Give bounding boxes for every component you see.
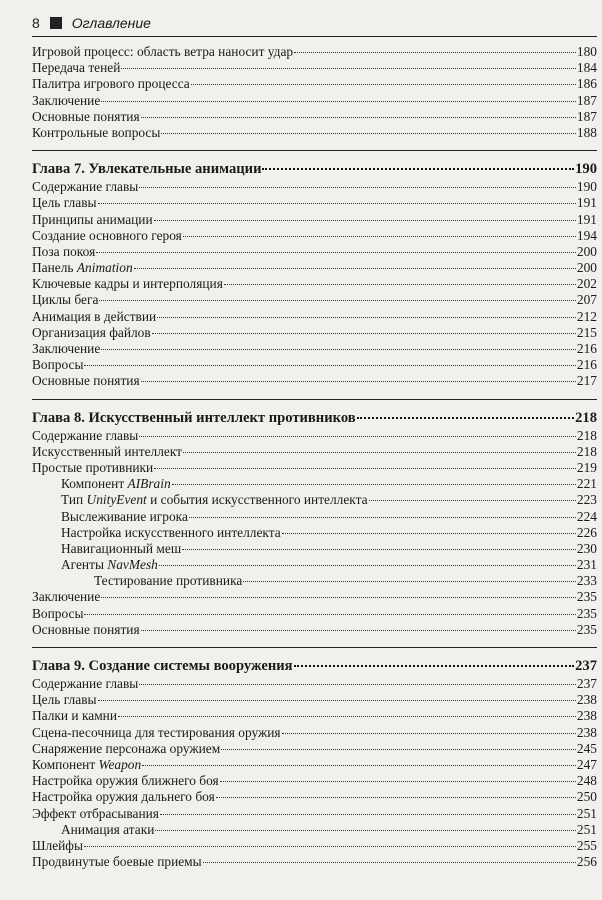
chapter-heading: Глава 8. Искусственный интеллект противников 218 <box>32 409 597 426</box>
toc-entry: Вопросы 235 <box>32 605 597 621</box>
section-divider <box>32 390 597 400</box>
toc-entry: Сцена-песочница для тестирования оружия 238 <box>32 724 597 740</box>
toc-entry: Заключение 216 <box>32 341 597 356</box>
toc-entry: Анимация атаки 251 <box>61 821 597 837</box>
toc-entry: Настройка оружия ближнего боя 248 <box>32 773 597 789</box>
toc-entry: Организация файлов 215 <box>32 324 597 340</box>
page-number: 8 <box>32 15 40 31</box>
toc-entry: Палитра игрового процесса 186 <box>32 76 597 92</box>
toc-entry: Циклы бега 207 <box>32 292 597 308</box>
chapter-heading: Глава 7. Увлекательные анимации 190 <box>32 161 597 178</box>
toc-entry: Навигационный меш 230 <box>61 540 597 556</box>
toc-entry: Содержание главы 218 <box>32 427 597 443</box>
toc-entry: Игровой процесс: область ветра наносит удар 180 <box>32 44 597 59</box>
toc-entry: Ключевые кадры и интерполяция 202 <box>32 276 597 292</box>
toc-entry: Выслеживание игрока 224 <box>61 508 597 524</box>
running-header <box>32 10 597 37</box>
toc-entry: Поза покоя 200 <box>32 243 597 259</box>
toc-entry: Заключение 187 <box>32 92 597 108</box>
toc-entry: Компонент AIBrain 221 <box>61 476 597 492</box>
toc-entry: Тестирование противника 233 <box>94 573 597 589</box>
toc-entry: Заключение 235 <box>32 589 597 605</box>
toc-entry: Простые противники 219 <box>32 459 597 475</box>
section-divider <box>32 141 597 151</box>
toc-entry: Передача теней 184 <box>32 60 597 76</box>
toc-entry: Вопросы 216 <box>32 357 597 373</box>
toc-entry: Тип UnityEvent и события искусственного интеллекта 223 <box>61 492 597 508</box>
toc-entry: Снаряжение персонажа оружием 245 <box>32 740 597 756</box>
toc-entry: Компонент Weapon 247 <box>32 756 597 772</box>
toc-entry: Содержание главы 237 <box>32 676 597 691</box>
toc-entry: Агенты NavMesh 231 <box>61 557 597 573</box>
toc-entry: Палки и камни 238 <box>32 708 597 724</box>
section-divider <box>32 638 597 648</box>
toc-entry: Основные понятия 217 <box>32 373 597 389</box>
toc-entry: Эффект отбрасывания 251 <box>32 805 597 821</box>
toc-entry: Настройка искусственного интеллекта 226 <box>61 524 597 540</box>
toc-entry: Цель главы 238 <box>32 692 597 708</box>
toc-entry: Настройка оружия дальнего боя 250 <box>32 789 597 805</box>
toc-entry: Панель Animation 200 <box>32 260 597 276</box>
toc-entry: Принципы анимации 191 <box>32 211 597 227</box>
running-title: Оглавление <box>71 15 151 31</box>
square-marker-icon <box>50 17 62 29</box>
toc-entry: Шлейфы 255 <box>32 837 597 853</box>
chapter-heading: Глава 9. Создание системы вооружения 237 <box>32 658 597 674</box>
toc-entry: Основные понятия 235 <box>32 621 597 637</box>
toc-entry: Продвинутые боевые приемы 256 <box>32 854 597 870</box>
toc-entry: Содержание главы 190 <box>32 179 597 195</box>
toc-entry: Создание основного героя 194 <box>32 227 597 243</box>
toc-entry: Искусственный интеллект 218 <box>32 443 597 459</box>
toc-entry: Анимация в действии 212 <box>32 308 597 324</box>
toc-entry: Цель главы 191 <box>32 195 597 211</box>
table-of-contents <box>32 44 597 870</box>
toc-entry: Контрольные вопросы 188 <box>32 124 597 140</box>
toc-entry: Основные понятия 187 <box>32 108 597 124</box>
